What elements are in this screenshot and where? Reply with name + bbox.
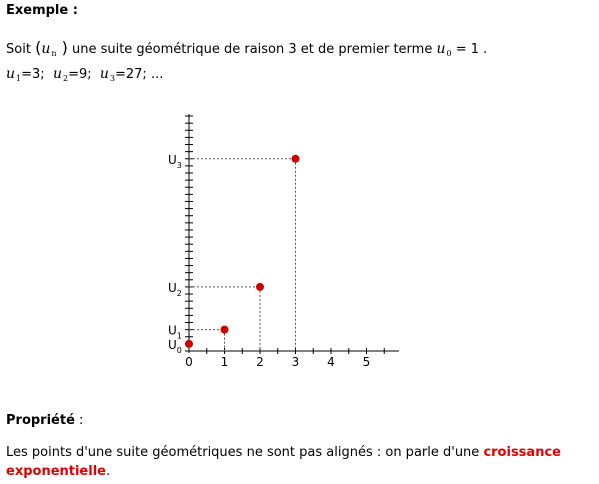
x-tick-label: 1	[220, 355, 229, 369]
property-text: Les points d'une suite géométriques ne sont pas alignés : on parle d'une	[6, 445, 480, 460]
intro-soit: Soit	[6, 42, 31, 57]
data-point	[221, 326, 229, 334]
property-text-line-2	[6, 464, 110, 479]
data-point	[292, 155, 300, 163]
x-tick-label: 2	[256, 355, 264, 369]
sequence-notation: ($u_n$ )	[35, 38, 68, 58]
y-term-label: $U_3$	[168, 152, 182, 170]
intro-middle: une suite géométrique de raison 3 et de premier terme	[71, 42, 433, 57]
first-term-value: = 1 .	[455, 42, 488, 57]
property-text-end: .	[105, 464, 111, 479]
property-text-line-1	[6, 445, 561, 460]
x-tick-label: 4	[327, 355, 335, 369]
data-point	[185, 340, 193, 348]
highlight-exponentielle: exponentielle	[6, 464, 106, 479]
y-term-label: $U_0$	[168, 337, 182, 355]
y-term-label: $U_2$	[168, 280, 182, 298]
first-term-u: u	[436, 41, 446, 57]
y-term-label: $U_1$	[168, 323, 182, 341]
property-heading: Propriété	[6, 413, 75, 428]
x-tick-label: 3	[291, 355, 300, 369]
term-2: $u_2=9$;	[52, 66, 92, 83]
x-tick-label: 5	[362, 355, 371, 369]
x-tick-label: 0	[185, 355, 193, 369]
property-heading-colon: :	[74, 413, 84, 428]
first-term-index: 0	[446, 49, 452, 58]
property-heading-line	[6, 413, 83, 428]
data-point	[256, 283, 264, 291]
sequence-u: u	[41, 41, 51, 57]
term-1: $u_1=3$;	[6, 66, 45, 83]
highlight-croissance: croissance	[483, 445, 561, 460]
example-heading: Exemple :	[6, 3, 78, 18]
sequence-index-n: n	[51, 49, 57, 58]
term-3: $u_3=27$; ...	[99, 66, 164, 83]
